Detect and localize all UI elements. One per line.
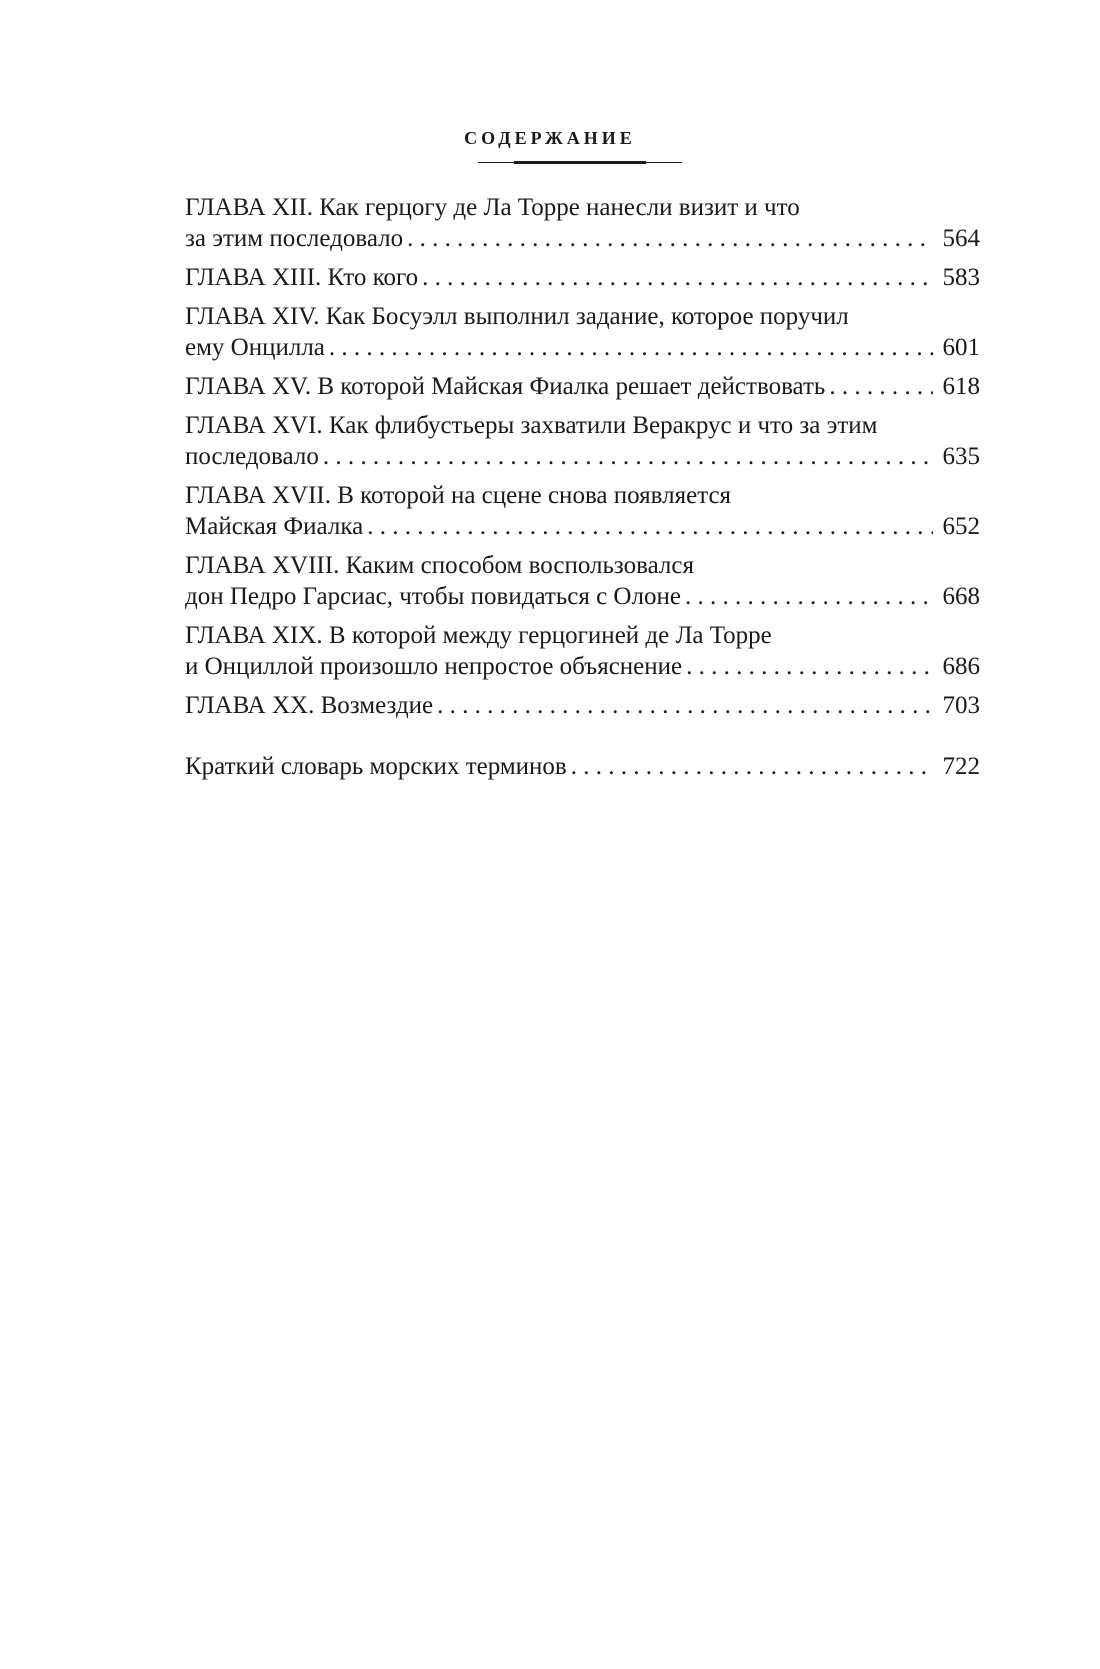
toc-entry-title-start: ГЛАВА XIV. Как Босуэлл выполнил задание, которое поручил [185, 303, 849, 330]
section-gap [185, 729, 980, 751]
page-number: 722 [942, 753, 980, 780]
toc-entry-chapter-18 [185, 550, 980, 612]
toc-entry-chapter-14 [185, 301, 980, 363]
toc-entry-title-start: ГЛАВА XIX. В которой между герцогиней де Ла Торре [185, 622, 772, 649]
page-number: 601 [942, 334, 980, 361]
dot-leader [403, 223, 932, 254]
toc-entry-chapter-19 [185, 620, 980, 682]
page-number: 583 [942, 264, 980, 291]
dot-leader [433, 690, 932, 721]
toc-entry-chapter-16 [185, 410, 980, 472]
page-number: 686 [942, 653, 980, 680]
toc-entry-title-end: Майская Фиалка [185, 513, 364, 540]
toc-entry-title-start: ГЛАВА XVI. Как флибустьеры захватили Веракрус и что за этим [185, 412, 878, 439]
toc-entry-last-line [185, 751, 980, 782]
toc-entry-title-end: Краткий словарь морских терминов [185, 753, 567, 780]
toc-entry-title-start: ГЛАВА XVII. В которой на сцене снова появляется [185, 482, 732, 509]
page-number: 668 [942, 583, 980, 610]
toc-entry-title-start: ГЛАВА XII. Как герцогу де Ла Торре нанесли визит и что [185, 194, 800, 221]
toc-entry-first-line [185, 480, 980, 511]
dot-leader [681, 581, 933, 612]
toc-entry-title-end: за этим последовало [185, 225, 404, 252]
toc-entry-first-line [185, 620, 980, 651]
toc-entry-title-start: ГЛАВА XVIII. Каким способом воспользовался [185, 552, 694, 579]
dot-leader [325, 332, 933, 363]
toc-entry-glossary [185, 751, 980, 782]
toc-entry-last-line [185, 262, 980, 293]
dot-leader [567, 751, 933, 782]
toc-entry-last-line [185, 690, 980, 721]
table-of-contents [185, 192, 980, 790]
toc-entry-last-line [185, 511, 980, 542]
page-number: 652 [942, 513, 980, 540]
page-number: 703 [942, 692, 980, 719]
toc-entry-first-line [185, 550, 980, 581]
toc-entry-title-end: и Онциллой произошло непростое объяснение [185, 653, 683, 680]
toc-entry-last-line [185, 581, 980, 612]
page-title: СОДЕРЖАНИЕ [464, 128, 636, 148]
dot-leader [418, 262, 932, 293]
dot-leader [682, 651, 932, 682]
page-number: 618 [942, 373, 980, 400]
toc-entry-last-line [185, 651, 980, 682]
toc-entry-chapter-20 [185, 690, 980, 721]
toc-entry-title-end: ему Онцилла [185, 334, 325, 361]
toc-entry-chapter-12 [185, 192, 980, 254]
toc-entry-title-end: ГЛАВА XIII. Кто кого [185, 264, 419, 291]
page-number: 564 [942, 225, 980, 252]
toc-entry-last-line [185, 441, 980, 472]
ornament-thick-rule [514, 161, 646, 164]
toc-entry-title-end: последовало [185, 443, 319, 470]
toc-entry-last-line [185, 371, 980, 402]
toc-entry-title-end: дон Педро Гарсиас, чтобы повидаться с Олоне [185, 583, 681, 610]
toc-entry-title-end: ГЛАВА XV. В которой Майская Фиалка решает действовать [185, 373, 826, 400]
toc-entry-last-line [185, 332, 980, 363]
toc-entry-chapter-13 [185, 262, 980, 293]
toc-entry-title-end: ГЛАВА XX. Возмездие [185, 692, 434, 719]
page-number: 635 [942, 443, 980, 470]
toc-entry-last-line [185, 223, 980, 254]
dot-leader [825, 371, 932, 402]
toc-entry-chapter-17 [185, 480, 980, 542]
dot-leader [319, 441, 933, 472]
toc-entry-first-line [185, 301, 980, 332]
title-ornament [478, 160, 682, 166]
toc-entry-chapter-15 [185, 371, 980, 402]
dot-leader [363, 511, 932, 542]
toc-entry-first-line [185, 192, 980, 223]
toc-entry-first-line [185, 410, 980, 441]
